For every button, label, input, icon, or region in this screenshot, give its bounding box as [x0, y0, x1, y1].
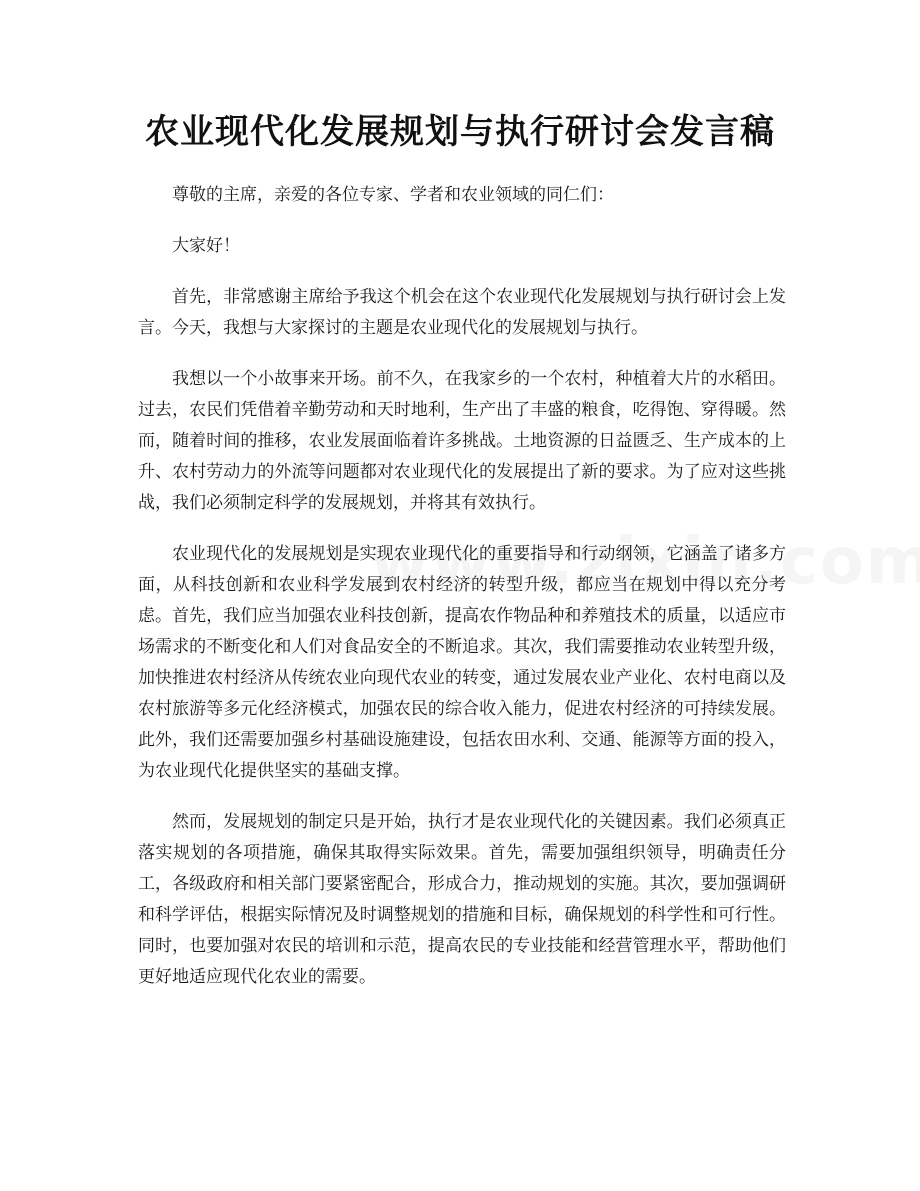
paragraph-story: 我想以一个小故事来开场。前不久，在我家乡的一个农村，种植着大片的水稻田。过去，农民们凭借着辛勤劳动和天时地利，生产出了丰盛的粮食，吃得饱、穿得暖。然而，随着时间的推移，农业发展面临着许多挑战。土地资源的日益匮乏、生产成本的上升、农村劳动力的外流等问题都对农业现代化的发展提出了新的要求。为了应对这些挑战，我们必须制定科学的发展规划，并将其有效执行。 — [138, 369, 786, 513]
paragraph-opening: 首先，非常感谢主席给予我这个机会在这个农业现代化发展规划与执行研讨会上发言。今天，我想与大家探讨的主题是农业现代化的发展规划与执行。 — [138, 287, 786, 338]
paragraph-greeting: 大家好！ — [172, 236, 240, 256]
paragraph-execution: 然而，发展规划的制定只是开始，执行才是农业现代化的关键因素。我们必须真正落实规划的各项措施，确保其取得实际效果。首先，需要加强组织领导，明确责任分工，各级政府和相关部门要紧密配合，形成合力，推动规划的实施。其次，要加强调研和科学评估，根据实际情况及时调整规划的措施和目标，确保规划的科学性和可行性。同时，也要加强对农民的培训和示范，提高农民的专业技能和经营管理水平，帮助他们更好地适应现代化农业的需要。 — [138, 812, 786, 987]
document-title: 农业现代化发展规划与执行研讨会发言稿 — [145, 112, 775, 152]
document-body — [138, 180, 786, 1013]
paragraph-salutation: 尊敬的主席，亲爱的各位专家、学者和农业领域的同仁们： — [172, 185, 614, 205]
paragraph-planning: 农业现代化的发展规划是实现农业现代化的重要指导和行动纲领，它涵盖了诸多方面，从科技创新和农业科学发展到农村经济的转型升级，都应当在规划中得以充分考虑。首先，我们应当加强农业科技创新，提高农作物品种和养殖技术的质量，以适应市场需求的不断变化和人们对食品安全的不断追求。其次，我们需要推动农业转型升级，加快推进农村经济从传统农业向现代农业的转变，通过发展农业产业化、农村电商以及农村旅游等多元化经济模式，加强农民的综合收入能力，促进农村经济的可持续发展。此外，我们还需要加强乡村基础设施建设，包括农田水利、交通、能源等方面的投入，为农业现代化提供坚实的基础支撑。 — [138, 544, 786, 781]
